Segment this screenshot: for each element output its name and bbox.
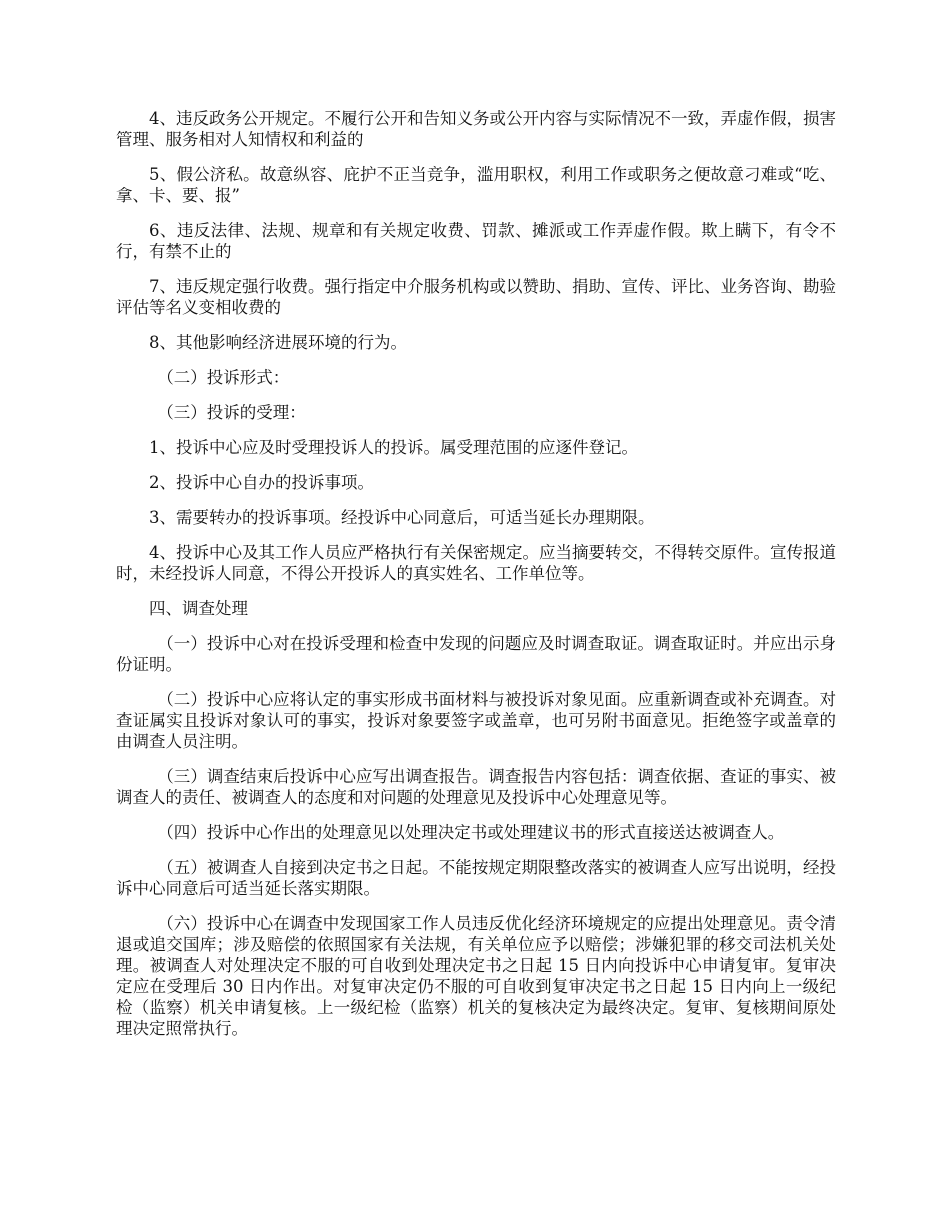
section-heading-investigation: 四、调查处理 — [149, 599, 248, 618]
investigation-item-5: （五）被调查人自接到决定书之日起。不能按规定期限整改落实的被调查人应写出说明，经投诉中心同意后可适当延长落实期限。 — [116, 858, 836, 898]
investigation-item-6: （六）投诉中心在调查中发现国家工作人员违反优化经济环境规定的应提出处理意见。责令清退或追交国库；涉及赔偿的依照国家有关法规，有关单位应予以赔偿；涉嫌犯罪的移交司法机关处理。被调查人对处理决定不服的可自收到处理决定书之日起 15 日内向投诉中心申请复审。复审决定应在受理后 30 日内作出。对复审决定仍不服的可自收到复审决定书之日起 15 日内向上一级纪检（监察）机关申请复核。上一级纪检（监察）机关的复核决定为最终决定。复审、复核期间原处理决定照常执行。 — [116, 914, 836, 1038]
investigation-item-3: （三）调查结束后投诉中心应写出调查报告。调查报告内容包括：调查依据、查证的事实、被调查人的责任、被调查人的态度和对问题的处理意见及投诉中心处理意见等。 — [116, 767, 836, 807]
clause-7-forced-charges: 7、违反规定强行收费。强行指定中介服务机构或以赞助、捐助、宣传、评比、业务咨询、勘验评估等名义变相收费的 — [116, 277, 836, 317]
clause-5-abuse-of-power: 5、假公济私。故意纵容、庇护不正当竞争，滥用职权，利用工作或职务之便故意刁难或“吃、拿、卡、要、报” — [116, 165, 836, 205]
investigation-item-4: （四）投诉中心作出的处理意见以处理决定书或处理建议书的形式直接送达被调查人。 — [157, 823, 785, 842]
acceptance-item-4: 4、投诉中心及其工作人员应严格执行有关保密规定。应当摘要转交，不得转交原件。宣传报道时，未经投诉人同意，不得公开投诉人的真实姓名、工作单位等。 — [116, 543, 836, 583]
clause-6-illegal-fees: 6、违反法律、法规、规章和有关规定收费、罚款、摊派或工作弄虚作假。欺上瞒下，有令不行，有禁不止的 — [116, 221, 836, 261]
acceptance-item-1: 1、投诉中心应及时受理投诉人的投诉。属受理范围的应逐件登记。 — [149, 438, 638, 457]
document-page — [116, 108, 836, 1053]
investigation-item-1: （一）投诉中心对在投诉受理和检查中发现的问题应及时调查取证。调查取证时。并应出示身份证明。 — [116, 634, 836, 674]
section-complaint-form: （二）投诉形式： — [157, 368, 290, 387]
investigation-item-2: （二）投诉中心应将认定的事实形成书面材料与被投诉对象见面。应重新调查或补充调查。对查证属实且投诉对象认可的事实，投诉对象要签字或盖章，也可另附书面意见。拒绝签字或盖章的由调查人员注明。 — [116, 690, 836, 751]
section-complaint-acceptance: （三）投诉的受理： — [157, 403, 306, 422]
clause-8-other: 8、其他影响经济进展环境的行为。 — [149, 333, 407, 352]
clause-4-open-government: 4、违反政务公开规定。不履行公开和告知义务或公开内容与实际情况不一致，弄虚作假，损害管理、服务相对人知情权和利益的 — [116, 109, 836, 149]
acceptance-item-2: 2、投诉中心自办的投诉事项。 — [149, 473, 374, 492]
acceptance-item-3: 3、需要转办的投诉事项。经投诉中心同意后，可适当延长办理期限。 — [149, 508, 655, 527]
